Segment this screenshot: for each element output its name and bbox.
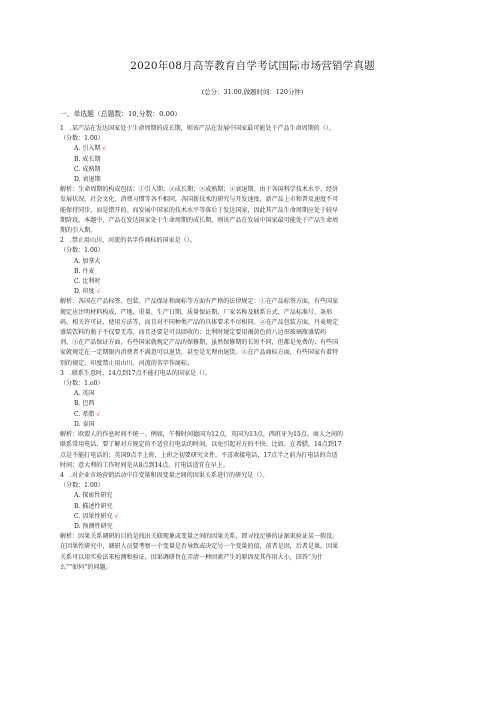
exam-page (60, 58, 445, 573)
answer-option-label: A. 加拿大 (74, 257, 101, 265)
question-score: （分数：1.00） (60, 135, 104, 143)
answer-option (60, 144, 445, 154)
answer-option-label: C. 成熟期 (74, 165, 101, 173)
answer-option-label: B. 成长期 (74, 155, 101, 163)
answer-option-label: C. 希腊 (74, 410, 95, 418)
analysis-text: 剂。③在产品保证方面，有些国家就规定产品的保修期，虽然保修期的长短不同，但都是免费的；有些国 (60, 339, 339, 347)
answer-option (60, 491, 445, 501)
question-block (60, 124, 445, 236)
answer-option (60, 522, 445, 532)
analysis-text: 联系常用电话，要了解对方规定的不适宜打电话的时间，以免引起对方的不快。比如，在希腊，14点到17 (60, 441, 342, 449)
analysis-text: 别的规定。印度禁止用山川、河流的名字作商标。 (60, 359, 194, 367)
analysis-text: 在因果性研究中，调研人员要考察一个变量是否导致或决定另一个变量的值，前者是因，后者是果。因果 (60, 543, 339, 551)
analysis-text: 点是不能打电话的；英国9点半上班，上班之初要研究文件，不喜欢接电话，17点半之前为打电话的合适 (60, 451, 338, 459)
question-block (60, 236, 445, 369)
answer-option-label: B. 描述性研究 (74, 502, 113, 510)
answer-option-label: A. 探索性研究 (74, 492, 113, 500)
answer-option-label: C. 因果性研究 (74, 512, 113, 520)
answer-option (60, 165, 445, 175)
answer-option (60, 502, 445, 512)
answer-option-label: B. 丹麦 (74, 267, 95, 275)
answer-option (60, 512, 445, 522)
question-score: （分数：1.00） (60, 482, 104, 490)
section-heading: 一、单选题（总题数：10,分数：0.00） (60, 110, 182, 118)
answer-option (60, 155, 445, 165)
question-stem: 3 .联系生意时，14点到17点不能打电话的国家是（）。 (60, 369, 212, 377)
analysis-text: 时间；意大利的工作时间是从8点到14点，打电话适宜在早上。 (60, 461, 229, 469)
answer-option-label: B. 巴西 (74, 400, 95, 408)
analysis-text: 么”“如何”的问题。 (60, 563, 112, 571)
answer-option-label: D. 印度 (74, 288, 95, 296)
correct-check-icon: √ (96, 410, 101, 418)
answer-option (60, 420, 445, 430)
answer-option-label: A. 引入期 (74, 145, 101, 153)
analysis-text: 能保持同步，而是错开的。而发展中国家的技术水平等落后于发达国家，因此其产品生命周期应处于较早 (60, 206, 339, 214)
question-stem: 4 .对企业市场营销活动中自变量和因变量之间的因果关系进行的研究是（）。 (60, 471, 269, 479)
answer-option (60, 410, 445, 420)
answer-option (60, 257, 445, 267)
analysis-text: 盛装饮料的瓶子不仅要无毒，而且还要是可以回收的；比利时规定要用褐黄色的八边形玻璃瓶盛装药 (60, 329, 327, 337)
answer-option-label: C. 比利时 (74, 278, 101, 286)
answer-option-label: D. 泰国 (74, 420, 95, 428)
exam-info: (总分：31.00,做题时间：120分钟) (201, 88, 304, 96)
answer-option-label: A. 英国 (74, 390, 95, 398)
analysis-text: 码、相关许可证、使用方法等，而且对不同种类产品的具体要求不尽相同。②在产品包装方面，丹麦规定 (60, 318, 339, 326)
analysis-text: 解析：生命周期的构成包括：①引入期；②成长期；③成熟期；④衰退期。由于各国科学技术水平、经济 (60, 186, 339, 194)
correct-check-icon: √ (96, 288, 101, 296)
answer-option (60, 175, 445, 185)
page-title: 2020年08月高等教育自学考试国际市场营销学真题 (130, 60, 375, 72)
correct-check-icon: √ (114, 512, 119, 520)
question-score: （分数：1.o0） (60, 380, 104, 388)
analysis-text: 发展状况、社会文化、消费习惯等各不相同，各国新技术的研究与开发速度、新产品上市和普及速度不可 (60, 196, 339, 204)
analysis-text: 解析：各国在产品标签、包装、产品保证和商标等方面有严格的法律规定：①在产品标签方面，有些国家 (60, 298, 339, 306)
answer-option-label: D. 预测性研究 (74, 522, 113, 530)
question-list (60, 124, 445, 573)
correct-check-icon: √ (102, 145, 107, 153)
analysis-text: 解析：因果关系调研的目的是找出关联现象或变量之间的因果关系，即寻找足够的证据来验证某一假设。 (60, 533, 339, 541)
analysis-text: 期的引入期。 (60, 227, 97, 235)
answer-option (60, 267, 445, 277)
question-stem: 2 .禁止用山川、河流的名字作商标的国家是（）。 (60, 237, 196, 245)
answer-option (60, 399, 445, 409)
analysis-text: 期阶段。本题中，产品在发达国家处于生命周期的成长期，则该产品在发展中国家最可能处于产品生命周 (60, 216, 339, 224)
answer-option (60, 389, 445, 399)
question-score: （分数：1.00） (60, 247, 104, 255)
answer-option (60, 277, 445, 287)
question-block (60, 369, 445, 471)
question-stem: 1 .某产品在发达国家处于生命周期的成长期，则该产品在发展中国家最可能处于产品生命周期的（）。 (60, 125, 335, 132)
analysis-text: 规定应注明材料构成、产地、重量、生产日期、质量保证期、厂家名称及联系方式、产品标准号、条形 (60, 308, 333, 316)
question-block (60, 471, 445, 573)
answer-option-label: D. 衰退期 (74, 176, 101, 184)
analysis-text: 解析：欧盟人的作息时间不统一。例如，午餐时间德国为12点，英国为13点，西班牙为15点。商人之间的 (60, 431, 344, 439)
analysis-text: 家就规定在一定期限内消费者不满意可以退货，甚至是无理由退货。④在产品商标方面，有些国家有着特 (60, 349, 339, 357)
answer-option (60, 287, 445, 297)
analysis-text: 关系可以用实验法来检测和验证。因果调研旨在弄清一种因素产生的原因及其作用大小，回答“为什 (60, 553, 324, 561)
